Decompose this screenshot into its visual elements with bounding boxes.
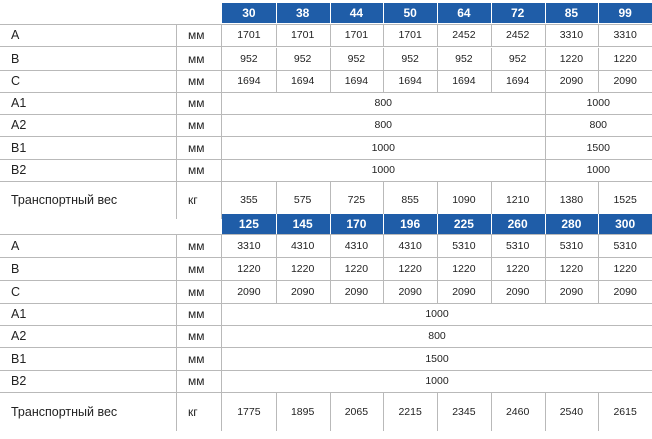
row-label: A2 bbox=[11, 329, 27, 343]
value-cell: 1694 bbox=[452, 75, 476, 87]
column-divider bbox=[437, 392, 438, 431]
value-cell: 4310 bbox=[398, 239, 422, 252]
row-label: A bbox=[11, 238, 20, 253]
column-divider bbox=[276, 257, 277, 280]
spec-row bbox=[0, 257, 652, 280]
column-divider bbox=[276, 24, 277, 46]
value-cell: 2452 bbox=[505, 29, 530, 41]
header-divider bbox=[383, 214, 384, 234]
column-divider bbox=[276, 280, 277, 303]
row-label: C bbox=[11, 284, 21, 299]
size-header-cell: 300 bbox=[615, 217, 636, 231]
value-cell: 1090 bbox=[452, 194, 476, 206]
value-cell: 2065 bbox=[344, 405, 369, 418]
row-unit: кг bbox=[188, 193, 198, 207]
column-divider bbox=[276, 392, 277, 431]
spec-row bbox=[0, 70, 652, 92]
merged-value-cell: 800 bbox=[374, 97, 393, 109]
spec-row bbox=[0, 392, 652, 431]
column-divider bbox=[330, 70, 331, 92]
spec-row bbox=[0, 370, 652, 392]
column-divider bbox=[491, 70, 492, 92]
column-divider bbox=[491, 234, 492, 257]
column-divider bbox=[491, 257, 492, 280]
spec-row bbox=[0, 325, 652, 347]
column-divider bbox=[383, 257, 384, 280]
value-cell: 355 bbox=[240, 194, 258, 206]
row-label: A1 bbox=[11, 307, 27, 321]
column-divider bbox=[491, 280, 492, 303]
column-divider bbox=[545, 159, 546, 181]
column-divider bbox=[545, 114, 546, 136]
spec-table-2 bbox=[0, 214, 652, 431]
row-unit: мм bbox=[188, 118, 205, 132]
merged-value-cell: 1000 bbox=[586, 97, 610, 109]
row-label: A bbox=[11, 28, 20, 42]
value-cell: 2090 bbox=[505, 285, 530, 298]
column-divider bbox=[545, 234, 546, 257]
column-divider bbox=[330, 392, 331, 431]
value-cell: 1525 bbox=[613, 194, 637, 206]
column-divider bbox=[598, 48, 599, 70]
value-cell: 1220 bbox=[559, 262, 584, 275]
size-header-cell: 260 bbox=[507, 217, 528, 231]
column-divider bbox=[545, 280, 546, 303]
value-cell: 5310 bbox=[559, 239, 584, 252]
row-unit: мм bbox=[188, 284, 205, 299]
value-cell: 1380 bbox=[559, 194, 584, 206]
row-unit: кг bbox=[188, 404, 198, 419]
column-divider bbox=[598, 257, 599, 280]
column-divider bbox=[383, 280, 384, 303]
size-header-row bbox=[222, 3, 652, 23]
spec-row bbox=[0, 114, 652, 136]
header-divider bbox=[330, 3, 331, 23]
value-cell: 2345 bbox=[452, 405, 476, 418]
column-divider bbox=[437, 257, 438, 280]
size-header-cell: 280 bbox=[561, 217, 582, 231]
row-unit: мм bbox=[188, 261, 205, 276]
merged-value-cell: 1000 bbox=[425, 375, 449, 387]
merged-value-cell: 800 bbox=[428, 330, 446, 342]
column-divider bbox=[545, 48, 546, 70]
header-divider bbox=[545, 3, 546, 23]
value-cell: 2090 bbox=[613, 75, 637, 87]
header-divider bbox=[276, 214, 277, 234]
column-divider bbox=[545, 70, 546, 92]
merged-value-cell: 800 bbox=[374, 119, 393, 131]
row-label: Транспортный вес bbox=[11, 193, 118, 207]
column-divider bbox=[383, 234, 384, 257]
value-cell: 1210 bbox=[505, 194, 530, 206]
merged-value-cell: 1000 bbox=[371, 164, 395, 176]
column-divider bbox=[545, 136, 546, 159]
row-unit: мм bbox=[188, 163, 205, 177]
row-unit: мм bbox=[188, 28, 205, 42]
size-header-cell: 170 bbox=[346, 217, 367, 231]
value-cell: 1220 bbox=[559, 53, 584, 65]
merged-value-cell: 1500 bbox=[425, 352, 449, 365]
header-divider bbox=[437, 3, 438, 23]
header-divider bbox=[598, 214, 599, 234]
column-divider bbox=[491, 24, 492, 46]
size-header-row bbox=[222, 214, 652, 234]
value-cell: 5310 bbox=[505, 239, 530, 252]
column-divider bbox=[598, 392, 599, 431]
column-divider bbox=[221, 24, 222, 219]
column-divider bbox=[545, 92, 546, 114]
value-cell: 952 bbox=[347, 53, 366, 65]
row-unit: мм bbox=[188, 238, 205, 253]
value-cell: 2452 bbox=[452, 29, 476, 41]
row-label: B bbox=[11, 261, 20, 276]
column-divider bbox=[330, 48, 331, 70]
header-divider bbox=[491, 214, 492, 234]
value-cell: 1694 bbox=[290, 75, 315, 87]
header-divider bbox=[276, 3, 277, 23]
column-divider bbox=[598, 24, 599, 46]
size-header-cell: 85 bbox=[564, 6, 579, 20]
value-cell: 4310 bbox=[290, 239, 315, 252]
size-header-cell: 30 bbox=[242, 6, 256, 20]
row-divider bbox=[0, 46, 652, 47]
size-header-cell: 38 bbox=[295, 6, 310, 20]
column-divider bbox=[176, 234, 177, 431]
column-divider bbox=[276, 70, 277, 92]
header-divider bbox=[437, 214, 438, 234]
row-unit: мм bbox=[188, 96, 205, 110]
spec-row bbox=[0, 24, 652, 46]
spec-row bbox=[0, 303, 652, 325]
header-divider bbox=[545, 214, 546, 234]
spec-row bbox=[0, 234, 652, 257]
header-divider bbox=[330, 214, 331, 234]
value-cell: 1220 bbox=[344, 262, 369, 275]
row-unit: мм bbox=[188, 307, 205, 321]
row-unit: мм bbox=[188, 351, 205, 366]
column-divider bbox=[330, 280, 331, 303]
merged-value-cell: 1000 bbox=[425, 308, 449, 320]
value-cell: 952 bbox=[401, 53, 419, 65]
value-cell: 1220 bbox=[398, 262, 422, 275]
row-unit: мм bbox=[188, 74, 205, 88]
value-cell: 952 bbox=[240, 53, 258, 65]
column-divider bbox=[491, 48, 492, 70]
column-divider bbox=[437, 48, 438, 70]
merged-value-cell: 1000 bbox=[586, 164, 610, 176]
size-header-cell: 196 bbox=[400, 217, 421, 231]
column-divider bbox=[276, 48, 277, 70]
value-cell: 1694 bbox=[344, 75, 369, 87]
spec-row bbox=[0, 347, 652, 370]
merged-value-cell: 800 bbox=[589, 119, 608, 131]
row-label: A2 bbox=[11, 118, 27, 132]
row-label: B2 bbox=[11, 163, 27, 177]
column-divider bbox=[437, 234, 438, 257]
column-divider bbox=[598, 280, 599, 303]
spec-row bbox=[0, 48, 652, 70]
row-label: B1 bbox=[11, 351, 27, 366]
size-header-cell: 145 bbox=[292, 217, 313, 231]
column-divider bbox=[437, 70, 438, 92]
merged-value-cell: 1000 bbox=[371, 141, 395, 154]
value-cell: 1220 bbox=[613, 53, 637, 65]
column-divider bbox=[330, 257, 331, 280]
size-header-cell: 99 bbox=[618, 6, 632, 20]
row-divider bbox=[0, 24, 652, 25]
row-divider bbox=[0, 234, 652, 235]
value-cell: 1775 bbox=[237, 405, 261, 418]
value-cell: 3310 bbox=[613, 29, 637, 41]
value-cell: 1701 bbox=[237, 29, 261, 41]
size-header-cell: 72 bbox=[510, 6, 525, 20]
row-unit: мм bbox=[188, 329, 205, 343]
row-unit: мм bbox=[188, 140, 205, 155]
value-cell: 2540 bbox=[559, 405, 584, 418]
value-cell: 1694 bbox=[237, 75, 261, 87]
value-cell: 2090 bbox=[559, 285, 584, 298]
value-cell: 1895 bbox=[290, 405, 315, 418]
value-cell: 2090 bbox=[237, 285, 261, 298]
value-cell: 2090 bbox=[452, 285, 476, 298]
column-divider bbox=[383, 24, 384, 46]
value-cell: 2615 bbox=[613, 405, 637, 418]
value-cell: 2090 bbox=[398, 285, 422, 298]
value-cell: 3310 bbox=[559, 29, 584, 41]
size-header-cell: 225 bbox=[453, 217, 474, 231]
value-cell: 1701 bbox=[290, 29, 315, 41]
header-divider bbox=[598, 3, 599, 23]
spec-row bbox=[0, 280, 652, 303]
column-divider bbox=[598, 70, 599, 92]
value-cell: 1701 bbox=[344, 29, 369, 41]
row-unit: мм bbox=[188, 374, 205, 388]
row-label: Транспортный вес bbox=[11, 404, 118, 419]
column-divider bbox=[176, 24, 177, 219]
row-label: C bbox=[11, 74, 21, 88]
header-divider bbox=[383, 3, 384, 23]
value-cell: 952 bbox=[508, 53, 527, 65]
column-divider bbox=[383, 48, 384, 70]
value-cell: 1220 bbox=[290, 262, 315, 275]
column-divider bbox=[598, 234, 599, 257]
value-cell: 575 bbox=[293, 194, 312, 206]
value-cell: 2460 bbox=[505, 405, 530, 418]
value-cell: 725 bbox=[347, 194, 366, 206]
value-cell: 952 bbox=[293, 53, 312, 65]
size-header-cell: 64 bbox=[457, 6, 471, 20]
size-header-cell: 50 bbox=[403, 6, 417, 20]
column-divider bbox=[545, 24, 546, 46]
spec-table-1 bbox=[0, 3, 652, 219]
value-cell: 1701 bbox=[398, 29, 422, 41]
row-label: B1 bbox=[11, 140, 27, 155]
value-cell: 2090 bbox=[613, 285, 637, 298]
column-divider bbox=[330, 24, 331, 46]
value-cell: 1220 bbox=[613, 262, 637, 275]
column-divider bbox=[383, 70, 384, 92]
row-label: B bbox=[11, 52, 20, 66]
value-cell: 4310 bbox=[344, 239, 369, 252]
value-cell: 5310 bbox=[452, 239, 476, 252]
column-divider bbox=[491, 392, 492, 431]
value-cell: 1694 bbox=[398, 75, 422, 87]
value-cell: 2090 bbox=[290, 285, 315, 298]
header-divider bbox=[491, 3, 492, 23]
column-divider bbox=[330, 234, 331, 257]
merged-value-cell: 1500 bbox=[586, 141, 610, 154]
row-unit: мм bbox=[188, 52, 205, 66]
value-cell: 1220 bbox=[505, 262, 530, 275]
size-header-cell: 125 bbox=[238, 217, 259, 231]
column-divider bbox=[437, 280, 438, 303]
row-label: B2 bbox=[11, 374, 27, 388]
column-divider bbox=[437, 24, 438, 46]
size-header-cell: 44 bbox=[349, 6, 364, 20]
spec-row bbox=[0, 136, 652, 159]
value-cell: 952 bbox=[455, 53, 473, 65]
column-divider bbox=[383, 392, 384, 431]
column-divider bbox=[221, 234, 222, 431]
value-cell: 1220 bbox=[237, 262, 261, 275]
spec-row bbox=[0, 92, 652, 114]
value-cell: 2215 bbox=[398, 405, 422, 418]
value-cell: 5310 bbox=[613, 239, 637, 252]
value-cell: 2090 bbox=[559, 75, 584, 87]
value-cell: 1220 bbox=[452, 262, 476, 275]
column-divider bbox=[545, 257, 546, 280]
value-cell: 1694 bbox=[505, 75, 530, 87]
value-cell: 3310 bbox=[237, 239, 261, 252]
row-label: A1 bbox=[11, 96, 27, 110]
value-cell: 855 bbox=[401, 194, 419, 206]
column-divider bbox=[545, 392, 546, 431]
column-divider bbox=[276, 234, 277, 257]
value-cell: 2090 bbox=[344, 285, 369, 298]
spec-row bbox=[0, 159, 652, 181]
